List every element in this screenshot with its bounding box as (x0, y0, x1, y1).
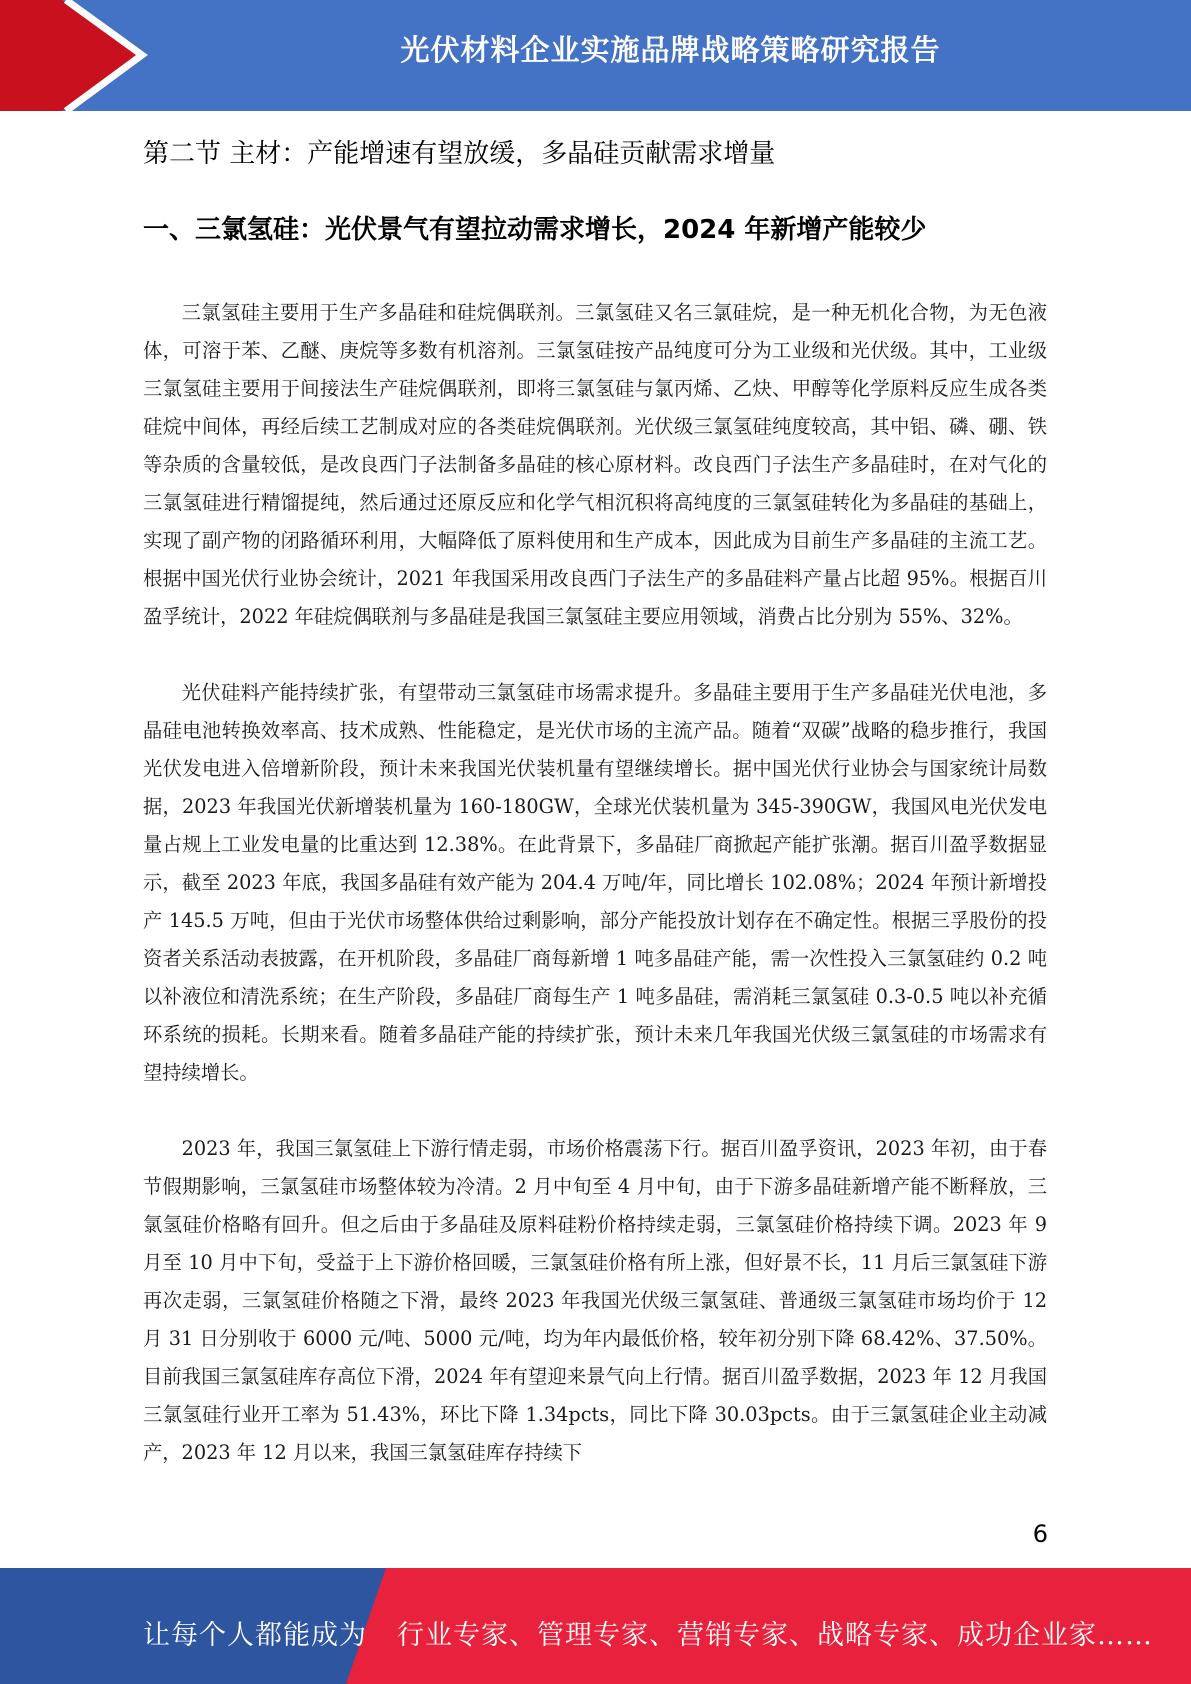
paragraph: 光伏硅料产能持续扩张，有望带动三氯氢硅市场需求提升。多晶硅主要用于生产多晶硅光伏电池，多晶硅电池转换效率高、技术成熟、性能稳定，是光伏市场的主流产品。随着“双碳”战略的稳步推行，我国光伏发电进入倍增新阶段，预计未来我国光伏装机量有望继续增长。据中国光伏行业协会与国家统计局数据，2023 年我国光伏新增装机量为 160-180GW，全球光伏装机量为 345-390GW，我国风电光伏发电量占规上工业发电量的比重达到 12.38%。在此背景下，多晶硅厂商掀起产能扩张潮。据百川盈孚数据显示，截至 2023 年底，我国多晶硅有效产能为 204.4 万吨/年，同比增长 102.08%；2024 年预计新增投产 145.5 万吨，但由于光伏市场整体供给过剩影响，部分产能投放计划存在不确定性。根据三孚股份的投资者关系活动表披露，在开机阶段，多晶硅厂商每新增 1 吨多晶硅产能，需一次性投入三氯氢硅约 0.2 吨以补液位和清洗系统；在生产阶段，多晶硅厂商每生产 1 吨多晶硅，需消耗三氯氢硅 0.3-0.5 吨以补充循环系统的损耗。长期来看。随着多晶硅产能的持续扩张，预计未来几年我国光伏级三氯氢硅的市场需求有望持续增长。 (143, 681, 1047, 1084)
page-footer (0, 1568, 1191, 1684)
report-title: 光伏材料企业实施品牌战略策略研究报告 (400, 33, 941, 67)
document-body (143, 130, 1047, 1472)
footer-slogan-right: 行业专家、管理专家、营销专家、战略专家、成功企业家…… (397, 1620, 1153, 1651)
page-number: 6 (1032, 1520, 1048, 1548)
page-header (0, 0, 1191, 111)
footer-slogan-left: 让每个人都能成为 (143, 1620, 367, 1651)
paragraph: 三氯氢硅主要用于生产多晶硅和硅烷偶联剂。三氯氢硅又名三氯硅烷，是一种无机化合物，为无色液体，可溶于苯、乙醚、庚烷等多数有机溶剂。三氯氢硅按产品纯度可分为工业级和光伏级。其中，工业级三氯氢硅主要用于间接法生产硅烷偶联剂，即将三氯氢硅与氯丙烯、乙炔、甲醇等化学原料反应生成各类硅烷中间体，再经后续工艺制成对应的各类硅烷偶联剂。光伏级三氯氢硅纯度较高，其中铝、磷、硼、铁等杂质的含量较低，是改良西门子法制备多晶硅的核心原材料。改良西门子法生产多晶硅时，在对气化的三氯氢硅进行精馏提纯，然后通过还原反应和化学气相沉积将高纯度的三氯氢硅转化为多晶硅的基础上，实现了副产物的闭路循环利用，大幅降低了原料使用和生产成本，因此成为目前生产多晶硅的主流工艺。根据中国光伏行业协会统计，2021 年我国采用改良西门子法生产的多晶硅料产量占比超 95%。根据百川盈孚统计，2022 年硅烷偶联剂与多晶硅是我国三氯氢硅主要应用领域，消费占比分别为 55%、32%。 (143, 301, 1047, 628)
subsection-title: 一、三氯氢硅：光伏景气有望拉动需求增长，2024 年新增产能较少 (143, 215, 927, 245)
section-title: 第二节 主材：产能增速有望放缓，多晶硅贡献需求增量 (143, 139, 776, 169)
paragraph: 2023 年，我国三氯氢硅上下游行情走弱，市场价格震荡下行。据百川盈孚资讯，2023 年初，由于春节假期影响，三氯氢硅市场整体较为冷清。2 月中旬至 4 月中旬，由于下游多晶硅新增产能不断释放，三氯氢硅价格略有回升。但之后由于多晶硅及原料硅粉价格持续走弱，三氯氢硅价格持续下调。2023 年 9 月至 10 月中下旬，受益于上下游价格回暖，三氯氢硅价格有所上涨，但好景不长，11 月后三氯氢硅下游再次走弱，三氯氢硅价格随之下滑，最终 2023 年我国光伏级三氯氢硅、普通级三氯氢硅市场均价于 12 月 31 日分别收于 6000 元/吨、5000 元/吨，均为年内最低价格，较年初分别下降 68.42%、37.50%。目前我国三氯氢硅库存高位下滑，2024 年有望迎来景气向上行情。据百川盈孚数据，2023 年 12 月我国三氯氢硅行业开工率为 51.43%，环比下降 1.34pcts，同比下降 30.03pcts。由于三氯氢硅企业主动减产，2023 年 12 月以来，我国三氯氢硅库存持续下 (143, 1137, 1047, 1464)
